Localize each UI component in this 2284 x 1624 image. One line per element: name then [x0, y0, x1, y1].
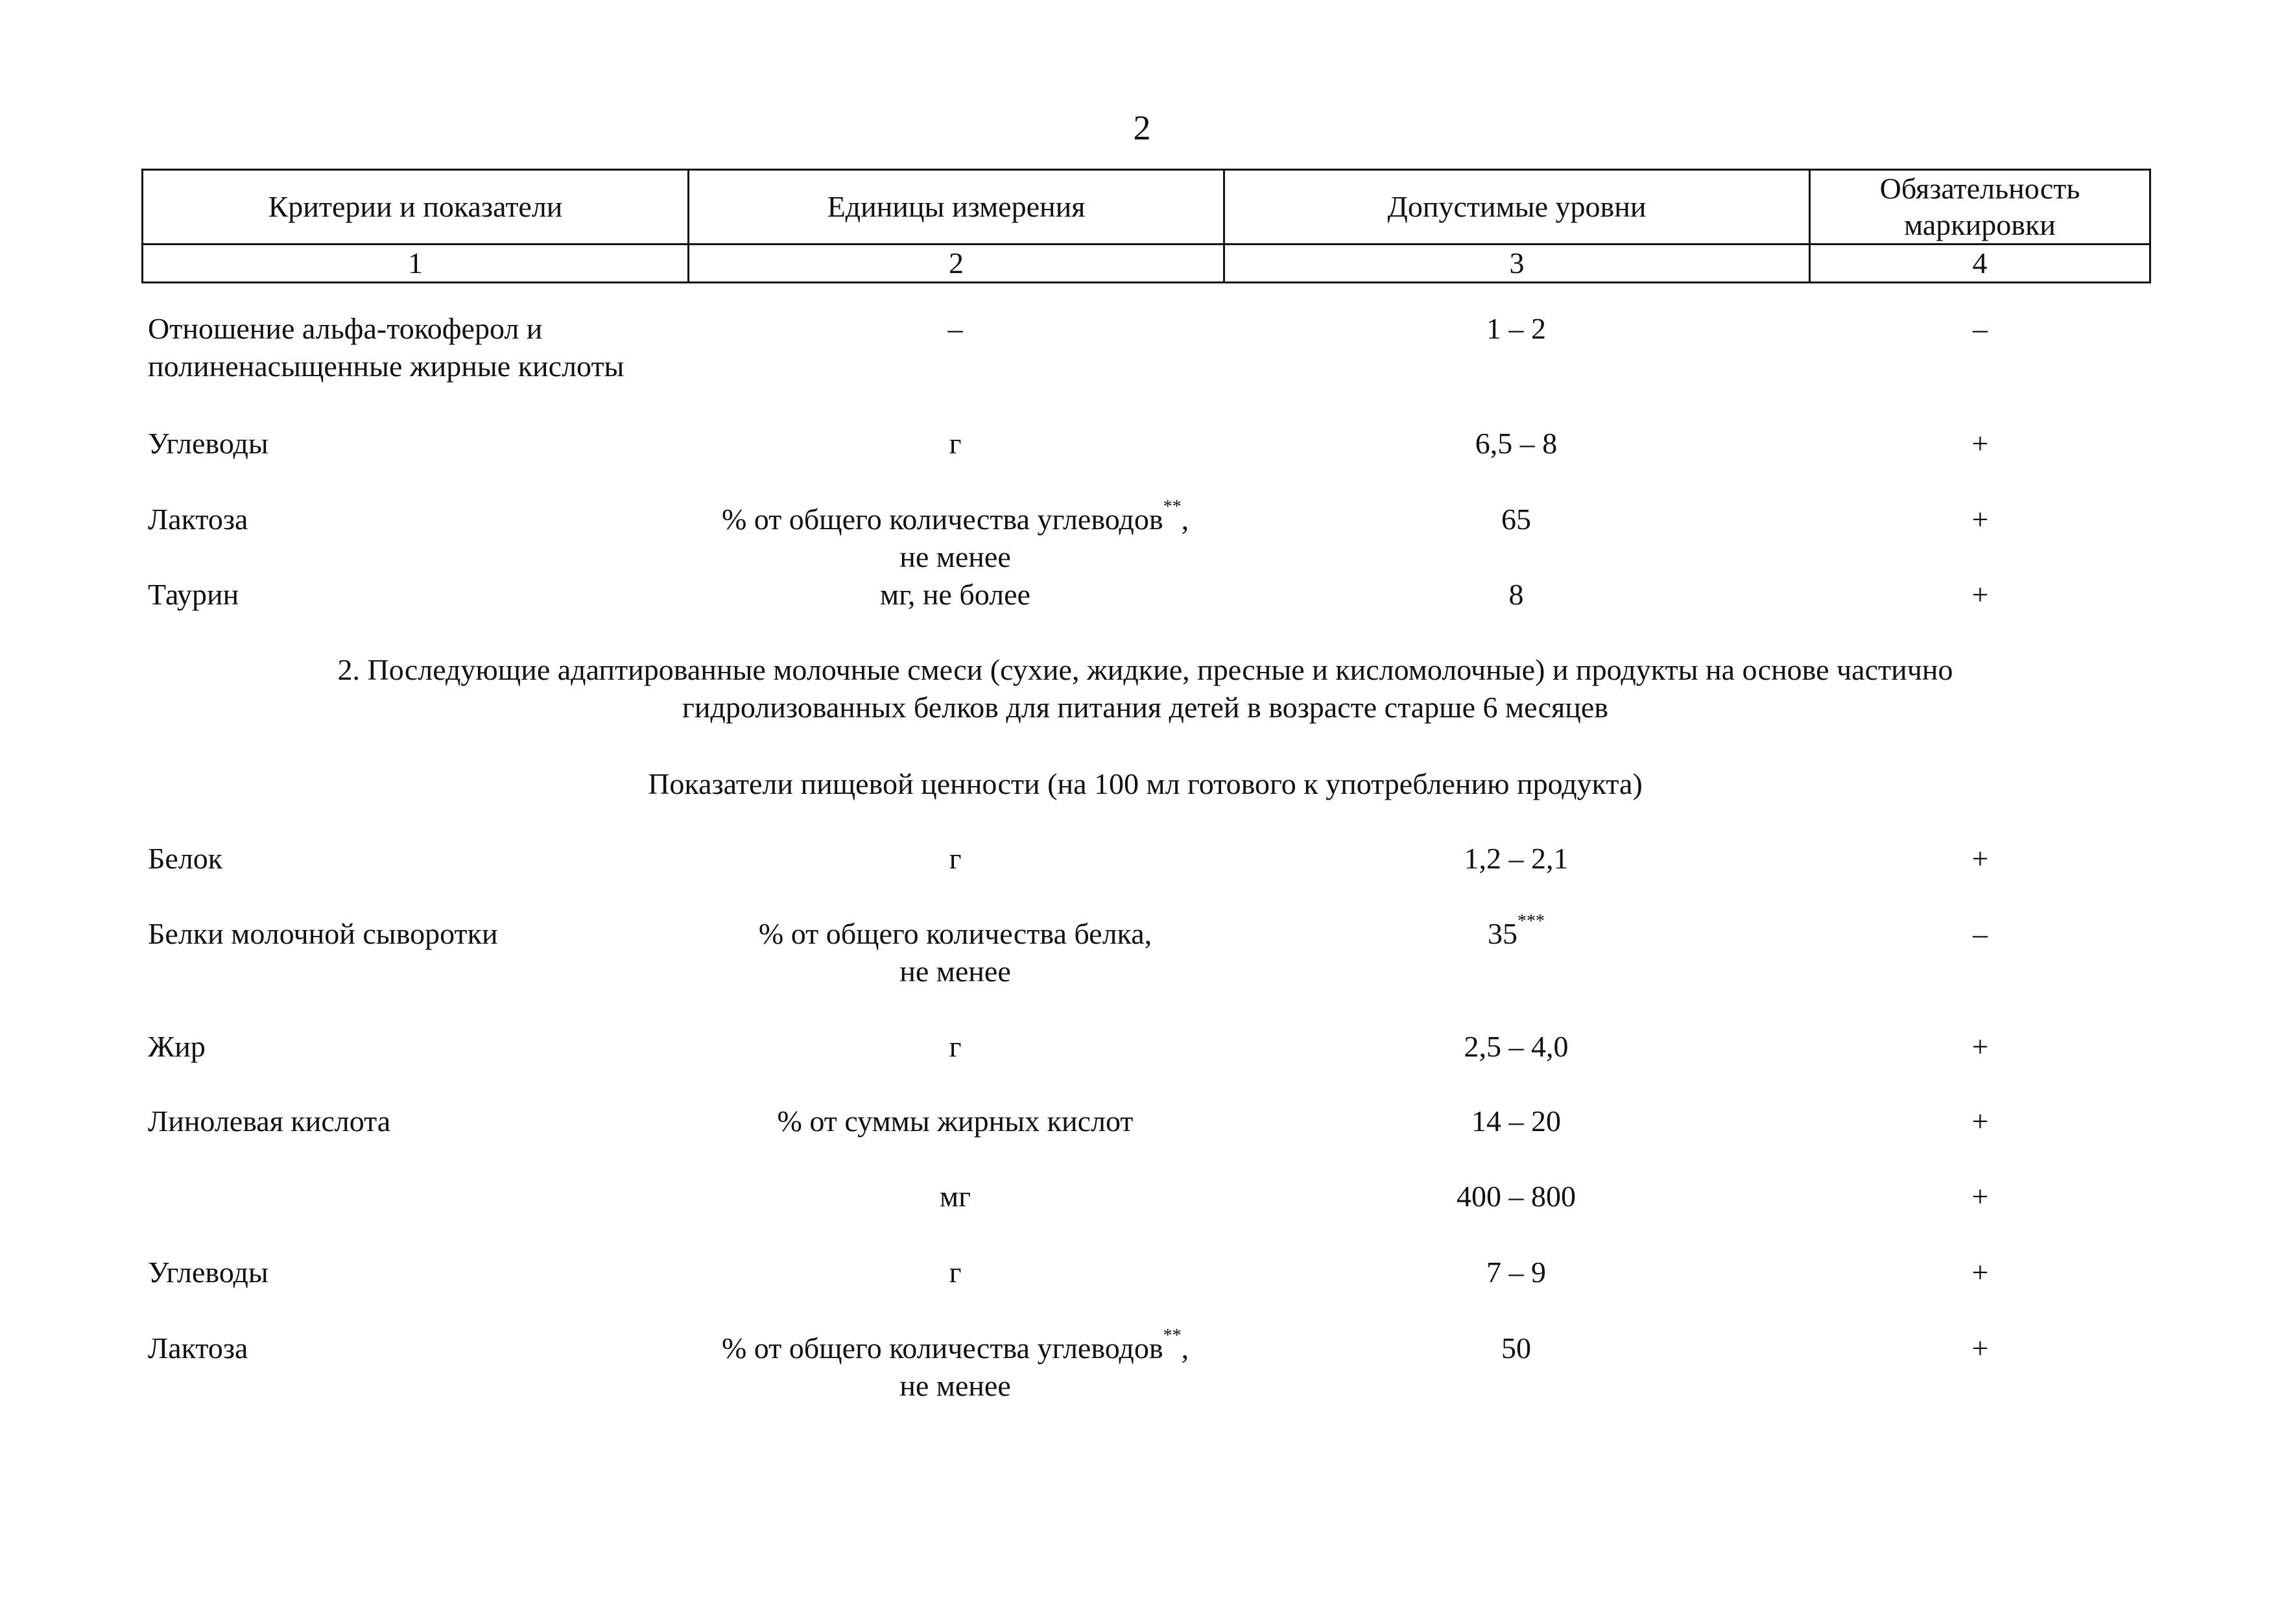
level: 65 — [1501, 503, 1531, 536]
level: 14 – 20 — [1471, 1105, 1561, 1138]
level: 8 — [1508, 578, 1524, 611]
unit: % от суммы жирных кислот — [777, 1105, 1134, 1138]
level: 400 – 800 — [1457, 1180, 1576, 1213]
criterion-name: Линолевая кислота — [148, 1105, 391, 1138]
footnote-mark: *** — [1517, 911, 1545, 931]
column-header-marking-line1: Обязательность — [1879, 172, 2080, 205]
unit: г — [949, 1256, 962, 1289]
unit: г — [949, 427, 962, 460]
unit: мг, не более — [880, 578, 1030, 611]
marking: + — [1971, 503, 1989, 536]
marking: + — [1971, 842, 1989, 875]
marking: + — [1971, 1105, 1989, 1138]
level: 6,5 – 8 — [1475, 427, 1558, 460]
unit-line1: % от общего количества углеводов**, — [721, 497, 1189, 536]
level: 50 — [1501, 1331, 1531, 1365]
table-header — [141, 169, 2151, 283]
footnote-mark: ** — [1163, 1326, 1182, 1346]
unit: – — [947, 312, 963, 345]
level: 1,2 – 2,1 — [1464, 842, 1569, 875]
column-header-criteria: Критерии и показатели — [143, 170, 689, 245]
criterion-name-line2: полиненасыщенные жирные кислоты — [148, 350, 625, 383]
column-header-units: Единицы измерения — [689, 170, 1224, 245]
criterion-name: Лактоза — [148, 503, 248, 536]
unit — [689, 915, 1221, 990]
criterion-name: Углеводы — [148, 427, 268, 460]
header-row — [143, 170, 2150, 245]
column-number-3: 3 — [1224, 245, 1810, 283]
level: 7 – 9 — [1486, 1256, 1546, 1289]
marking: + — [1971, 1030, 1989, 1063]
column-number-4: 4 — [1810, 245, 2150, 283]
level: 1 – 2 — [1486, 312, 1546, 345]
section-title — [141, 651, 2149, 726]
criterion-name: Жир — [148, 1030, 206, 1063]
section-subtitle — [141, 765, 2149, 803]
column-header-marking-line2: маркировки — [1904, 208, 2056, 241]
footnote-mark: ** — [1163, 497, 1182, 517]
column-header-levels: Допустимые уровни — [1224, 170, 1810, 245]
marking: – — [1973, 917, 1988, 950]
level: 2,5 – 4,0 — [1464, 1030, 1569, 1063]
criterion-name: Лактоза — [148, 1331, 248, 1365]
marking: + — [1971, 1256, 1989, 1289]
column-header-marking — [1810, 170, 2150, 245]
unit-line1: % от общего количества углеводов**, — [721, 1326, 1189, 1365]
unit-line2: не менее — [899, 1369, 1011, 1402]
section-title-line2: гидролизованных белков для питания детей в возрасте старше 6 месяцев — [682, 691, 1608, 724]
column-number-row — [143, 245, 2150, 283]
marking: + — [1971, 1331, 1989, 1365]
criterion-name: Белки молочной сыворотки — [148, 917, 498, 950]
section-title-line1: 2. Последующие адаптированные молочные смеси (сухие, жидкие, пресные и кисломолочные) и продукты на основе частично — [337, 653, 1953, 686]
page-number: 2 — [1133, 108, 1151, 147]
unit: г — [949, 1030, 962, 1063]
criterion-name: Таурин — [148, 578, 239, 611]
unit-line2: не менее — [899, 955, 1011, 988]
unit-line2: не менее — [899, 540, 1011, 573]
criterion-name: Белок — [148, 842, 223, 875]
column-number-2: 2 — [689, 245, 1224, 283]
criterion-name-line1: Отношение альфа-токоферол и — [148, 312, 543, 345]
column-number-1: 1 — [143, 245, 689, 283]
unit: г — [949, 842, 962, 875]
unit — [689, 497, 1221, 576]
unit: мг — [940, 1180, 971, 1213]
marking: + — [1971, 427, 1989, 460]
unit — [689, 1326, 1221, 1405]
criterion-name: Углеводы — [148, 1256, 268, 1289]
marking: – — [1973, 312, 1988, 345]
level: 35*** — [1488, 911, 1545, 950]
marking: + — [1971, 578, 1989, 611]
criterion-name — [148, 310, 686, 385]
marking: + — [1971, 1180, 1989, 1213]
section-subtitle-text: Показатели пищевой ценности (на 100 мл готового к употреблению продукта) — [648, 767, 1643, 800]
unit-line1: % от общего количества белка, — [758, 917, 1152, 950]
